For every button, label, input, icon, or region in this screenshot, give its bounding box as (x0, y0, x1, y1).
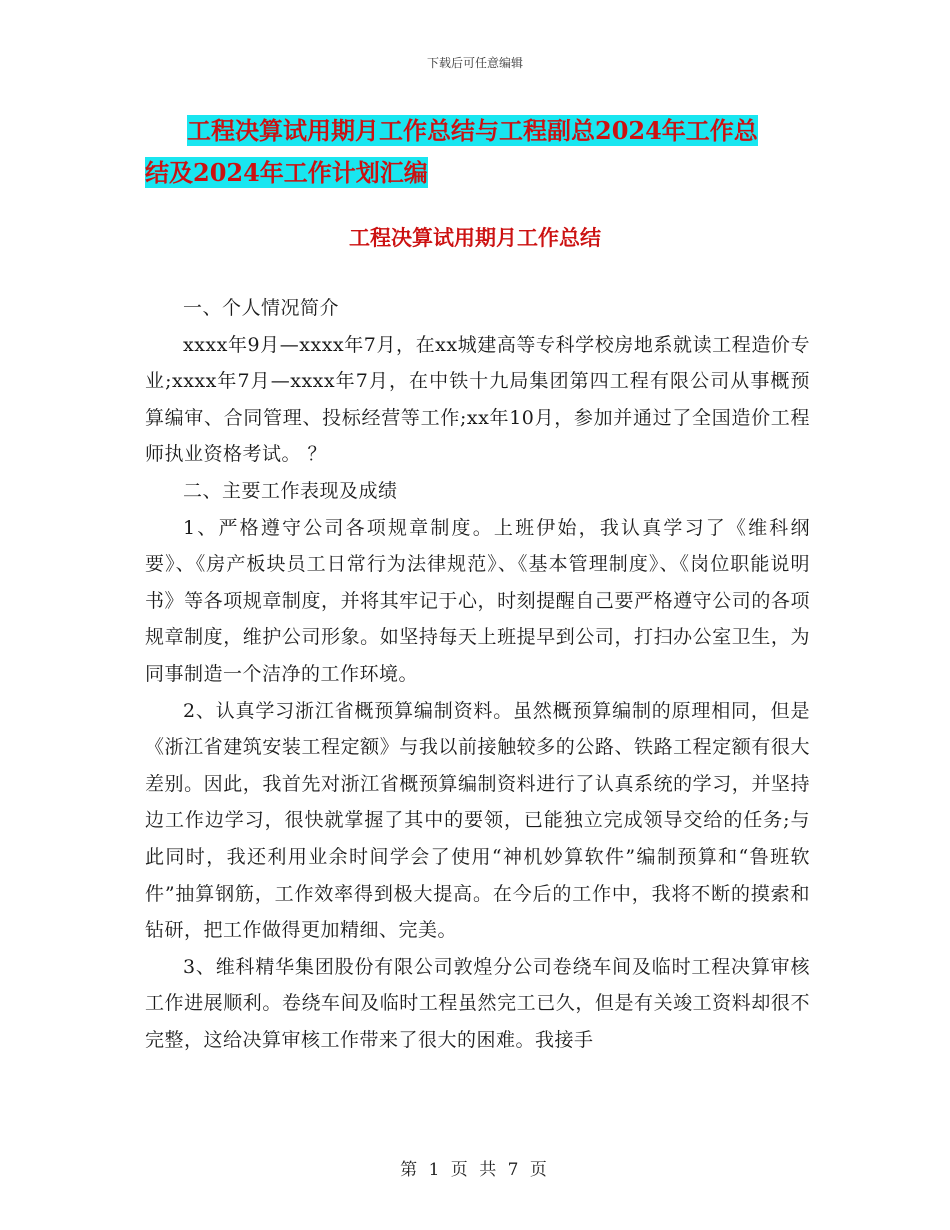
title-highlight: 结及2024年工作计划汇编 (145, 158, 428, 187)
page-number: 第 1 页 共 7 页 (400, 1160, 550, 1180)
header-note: 下载后可任意编辑 (426, 56, 523, 70)
document-title (145, 110, 845, 194)
section-title: 工程决算试用期月工作总结 (349, 225, 601, 250)
paragraph: xxxx年9月—xxxx年7月，在xx城建高等专科学校房地系就读工程造价专业;xxxx年7月—xxxx年7月，在中铁十九局集团第四工程有限公司从事概预算编审、合同管理、投标经营等工作;xx年10月，参加并通过了全国造价工程师执业资格考试。 ？ (145, 333, 810, 466)
document-title-line-1 (145, 110, 845, 152)
title-highlight: 工程决算试用期月工作总结与工程副总2024年工作总 (187, 116, 758, 145)
paragraph: 2、认真学习浙江省概预算编制资料。虽然概预算编制的原理相同，但是《浙江省建筑安装工程定额》与我以前接触较多的公路、铁路工程定额有很大差别。因此，我首先对浙江省概预算编制资料进行了认真系统的学习，并坚持边工作边学习，很快就掌握了其中的要领，已能独立完成领导交给的任务;与此同时，我还利用业余时间学会了使用“神机妙算软件”编制预算和“鲁班软件”抽算钢筋，工作效率得到极大提高。在今后的工作中，我将不断的摸索和钻研，把工作做得更加精细、完美。 (145, 699, 810, 942)
paragraph: 1、严格遵守公司各项规章制度。上班伊始，我认真学习了《维科纲要》、《房产板块员工日常行为法律规范》、《基本管理制度》、《岗位职能说明书》等各项规章制度，并将其牢记于心，时刻提醒自己要严格遵守公司的各项规章制度，维护公司形象。如坚持每天上班提早到公司，打扫办公室卫生，为同事制造一个洁净的工作环境。 (145, 516, 810, 685)
paragraph-heading-2: 二、主要工作表现及成绩 (183, 479, 398, 502)
paragraph-heading-1: 一、个人情况简介 (183, 297, 340, 319)
body-text (145, 290, 810, 1058)
document-title-line-2 (145, 152, 845, 194)
paragraph: 3、维科精华集团股份有限公司敦煌分公司卷绕车间及临时工程决算审核工作进展顺利。卷绕车间及临时工程虽然完工已久，但是有关竣工资料却很不完整，这给决算审核工作带来了很大的困难。我接手 (145, 955, 810, 1051)
